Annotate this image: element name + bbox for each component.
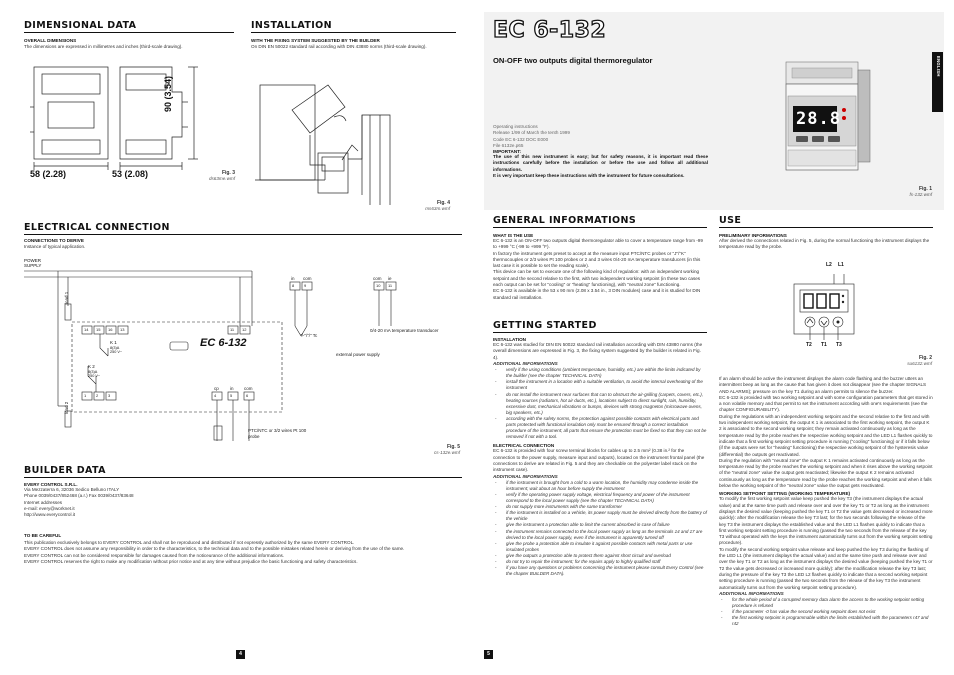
fig3-caption [180,170,235,181]
general-p1: EC 6-132 is an ON-OFF two outputs digital thermoregulator able to cover a temperature range from -99 to +999 °C (-99 to +999 °F). [493,238,703,250]
getting-started-block [493,337,707,577]
fig4-file: ms63m.wmf [425,206,450,211]
bullet-item: - give the outputs a protection able to protect them against short circuit and overload [493,553,707,559]
bullet-item: - verify if the using conditions (ambient temperature, humidity, etc.) are within the limits indicated by the builder (see the chapter TECHNICAL DATA) [493,367,707,379]
in2-label: in [230,386,234,391]
terminal-15: 15 [96,327,101,332]
bullet-item: - give the instrument a protection able to limit the current absorbed in case of failure [493,522,707,528]
use-bullets [719,597,933,627]
fig5-label: Fig. 5 [446,444,460,450]
bullet-item: - if the parameter -0 has value the second working setpoint does not exist [719,609,933,615]
terminal-12: 12 [242,327,247,332]
product-title: EC 6-132 [493,18,607,43]
page-number-left: 4 [236,650,245,659]
com2-label: com [373,276,382,281]
fig5-caption [405,444,460,455]
gs-add-info2: ADDITIONAL INFORMATIONS [493,473,558,479]
careful-p2: EVERY CONTROL does not assume any responsibility in order to the characteristics, to the technical data and to the possible mistakes related herein or deriving from the use of the same. [24,546,405,552]
bullet-item: - according with the safety norms, the protection against possible contacts with electrical parts and parts protected with functional insulation only must be ensured through a correct installation procedure of the instrument; all parts that ensure the protection must be fixed so that they can not be removed if not with a tool. [493,416,707,440]
terminal-6: 6 [246,393,249,398]
electrical-sub: CONNECTIONS TO DERIVE [24,238,84,243]
careful-p1: This publication exclusively belongs to EVERY CONTROL and shall not be reproduced and distributed if not expressly authorized by the same EVERY CONTROL. [24,540,355,545]
fig1-caption [880,186,932,197]
bullet-item: - give the probe a protection able to insulate it against possible contacts with metal parts or use insulated probes [493,541,707,553]
info-block [493,124,708,179]
gs-bullets2 [493,480,707,578]
info-important: IMPORTANT: [493,149,521,155]
dim-width-53: 53 (2.08) [112,169,149,179]
dimensional-drawing [22,52,242,187]
use-prelim [719,233,933,251]
terminal-9: 9 [304,283,307,288]
probe-label: PTC/NTC or 3/2 wires Pt 100 probe [248,428,307,439]
fig1-file: fs-132.wmf [909,192,932,197]
terminal-2: 2 [96,393,99,398]
terminal-16: 16 [108,327,113,332]
installation-text: On DIN EN 50022 standard rail according with DIN 43880 norms (third-scale drawing). [251,44,427,49]
sensor-label: "/-"/"/" Tc [300,333,318,338]
use-ws-sub: WORKING SETPOINT SETTING (WORKING TEMPERATURE) [719,491,851,497]
builder-block [24,482,324,518]
ie-label: ie [388,276,392,281]
terminal-14: 14 [84,327,89,332]
wiring-diagram [22,256,462,456]
load1-label: load 1 [64,291,69,304]
installation-heading: INSTALLATION [251,20,456,33]
bullet-item: - do not try to repair the instrument; for the repairs apply to highly qualified staff [493,559,707,565]
use-p5: During the regulation with "neutral zone" the output K 1 remains activated continuously as long as the temperature read by the probe reaches the working setpoint and when it rises above the working setpoint of the "neutral zone" value the output gets reactivated; likewise the output K 2 remains activated continuously as long as the temperature read by the probe reaches the working setpoint and when it falls below the working setpoint of the "neutral zone" value the output gets reactivated. [719,457,933,489]
use-p3: EC 6-132 is provided with two working setpoint and with some configuration parameters that get stored in a non volatile memory and that permit to set the instrument according with one's requirements (see the chapter CONFIGURABILITY). [719,394,933,413]
bullet-item: - the first working setpoint is programmable within the limits established with the parameters r47 and r42 [719,615,933,627]
bullet-item: - if the instrument is brought from a cold to a warm location, the humidity may condense inside the instrument; wait about an hour before supply the instrument [493,480,707,492]
builder-company: EVERY CONTROL S.R.L. [24,482,78,487]
terminal-11: 11 [230,327,235,332]
fig3-file: ds63me.wmf [208,176,235,181]
fig4-caption [395,200,450,211]
use-p1: After derived the connections related in Fig. 5, during the normal functioning the instrument displays the temperature read by the probe. [719,238,930,250]
terminal-10: 10 [376,283,381,288]
bullet-item: - do not install the instrument near surfaces that can to obstruct the air-grilling (carpets, covers, etc.), heating sources (radiators, hot air ducts, etc.), locations subject to direct sunlight, rain, humidity, excessive dust, mechanical vibrations or bumps, devices with strong magnetos (microwave ovens, big speakers, etc.) [493,392,707,416]
builder-web[interactable]: http://www.everycontrol.it [24,512,76,518]
load2-label: load 2 [64,401,69,414]
builder-email[interactable]: e-mail: every@worknet.it [24,505,75,511]
electrical-text: Instance of typical application. [24,244,86,249]
fig2-file: su6132.wmf [907,361,932,366]
general-p2: In factory the instrument gets preset to accept at the measure input PTC/NTC probes or "J"/"K" thermocouples or 2/3 wires Pt 100 probes or 2 and 3 wires 0/4-20 mA temperature transducers (in this last case it is possible to set the reading scale). [493,250,701,269]
fig1-label: Fig. 1 [918,186,932,192]
bullet-item: - if you have any questions or problems concerning the instrument please consult Every Control (see the chapter BUILDER DATA). [493,565,707,577]
info-l1: Operating instructions [493,124,538,129]
dim-height-90: 90 (3.54) [163,75,173,112]
use-add-info: ADDITIONAL INFORMATIONS [719,590,784,596]
device-name: EC 6-132 [200,337,247,349]
general-block [493,233,707,301]
terminal-11b: 11 [388,283,393,288]
info-l2: Release 1/99 of March the tenth 1999 [493,130,570,136]
terminal-8: 8 [292,283,295,288]
dimensional-sub: OVERALL DIMENSIONS [24,38,77,43]
terminal-3: 3 [108,393,111,398]
use-sub: PRELIMINARY INFORMATIONS [719,233,787,238]
installation-drawing [250,55,450,205]
builder-heading: BUILDER DATA [24,465,462,478]
bullet-item: - if the instrument is installed on a vehicle, its power supply must be derived directly from the battery of the vehicle [493,510,707,522]
builder-address: Via Mezzaterra 6, 32036 Sedico Belluno ITALY [24,487,120,492]
info-b2: It is very important keep these instructions with the instrument for future consultations. [493,173,685,179]
in-label: in [291,276,295,281]
com-label: com [303,276,312,281]
key-t2-label: T2 [806,342,812,348]
k1-label: K 1 [110,340,117,345]
bullet-item: - install the instrument in a location with a suitable ventilation, to avoid the internal overheating of the instrument [493,379,707,391]
gs-sub: INSTALLATION [493,337,527,342]
builder-internet: Internet addresses [24,499,63,505]
gs-elec-sub: ELECTRICAL CONNECTION [493,443,555,449]
ext-supply-label: external power supply [336,352,380,357]
electrical-heading: ELECTRICAL CONNECTION [24,222,462,235]
fig3-label: Fig. 3 [221,170,235,176]
gs-p1: EC 6-132 was studied for DIN EN 50022 standard rail installation according with DIN 43880 norms (the overall dimensions are expressed in Fig. 3, the fixing system suggested by the builder is related in Fig. 4). [493,342,703,360]
info-l4: File 6132e.p65 [493,142,524,148]
installation-sub: WITH THE FIXING SYSTEM SUGGESTED BY THE BUILDER [251,38,380,43]
use-ws-p2: To modify the second working setpoint value release and keep pushed the key T3 during the flashing of the LED L1 (the instrument displays the actual value) and at the same time push and release over and over the key T1 or T2 as long as the instrument displays the desired value (keeping pushed the key T1 or T2 the value gets decreased or increased more quickly): after the modification release the key T3 last; during the pressure of the key T3 the LED L2 flashes quickly to indicate that a second working setpoint setting procedure is running (passed the two seconds from the release of the key T3 the instrument automatically turns out from the working setpoint setting procedure). [719,546,933,590]
k2-rating: 8(3)A 250 V~ [88,370,101,379]
builder-phone: Phone 0039/0437/852468 (a.r.) Fax 0039/0437/83648 [24,493,134,499]
dimensional-text: The dimensions are expressed in millimetres and inches (third-scale drawing). [24,44,183,49]
bullet-item: - for the whole period of a corrupted memory data alarm the access to the working setpoint setting procedure is refused [719,597,933,609]
fig2-label: Fig. 2 [918,355,932,361]
fig4-label: Fig. 4 [436,200,450,206]
general-heading: GENERAL INFORMATIONS [493,215,707,228]
use-ws-p1: To modify the first working setpoint value keep pushed the key T3 (the instrument displays the actual value) and at the same time push and release over and over the key T1 or T2 as long as the instrument displays the desired value (keeping pushed the key T1 or T2 the value gets decreased or increased more quickly): after the modification release the key T3 last; for the two seconds following the release of the key T3 the instrument displays the established value and the LED L1 flashes quickly to indicate that a first working setpoint setting procedure is running (passed the two seconds from the release of the key T3 without operated with the keys the instrument automatically turns out from the working setpoint setting procedure). [719,496,933,546]
gs-elec-p: EC 6-132 is provided with four screw terminal blocks for cables up to 2.5 mm² (0.38 in.² for the connection to the power supply, measure input and outputs), located on the instrument frontal panel (the connections to derive are related in Fig. 5 and they are checkable on the polyester label stuck on the instrument case). [493,448,705,473]
getting-started-heading: GETTING STARTED [493,320,707,333]
bullet-item: - the instrument remains connected to the local power supply as long as the terminals 14 and 17 are derived to the local power supply, even if the instrument is apparently turned off [493,529,707,541]
dim-width-58: 58 (2.28) [30,169,67,179]
careful-p4: EVERY CONTROL reserves the right to make any modification without prior notice and at any time without prejudice the basic functioning and safety characteristics. [24,558,358,564]
device-display: 28.8 [796,109,841,129]
info-l3: Code EC 6-132 DOC E000 [493,136,549,142]
gs-bullets [493,367,707,440]
terminal-4: 4 [214,393,217,398]
careful-block [24,533,464,565]
com3-label: com [244,386,253,391]
k2-label: K 2 [88,364,95,369]
transducer-label: 0/4-20 mA temperature transducer [370,328,439,333]
use-heading: USE [719,215,933,228]
use-p4: During the regulations with an independent working setpoint and the second relative to the first and with two independent working setpoint, the output K 1 is associated to the first working setpoint, the output K 2 is associated to the second working setpoint; they remain activated continuously as long as the temperature read by the probe reaches the respective working setpoint and the LED L1 flashes quickly to indicate that a first working setpoint setting procedure is running ("cooling" functioning) or if it falls below (if the outputs were set for "heating" functioning) the respective working setpoint of the hysteresis value (differential) the outputs get reactivated. [719,413,933,457]
fig5-file: cs-132e.wmf [433,450,460,455]
cp-label: cp [214,386,219,391]
led-l1-label: L1 [838,262,844,268]
fig2-caption [880,355,932,366]
front-panel-diagram [790,268,880,358]
page-number-right: 5 [484,650,493,659]
power-supply-label: POWER SUPPLY [24,258,42,268]
dimensional-heading: DIMENSIONAL DATA [24,20,234,33]
general-sub: WHAT IS THE USE [493,233,534,238]
k1-rating: 8(3)A 250 V~ [110,346,123,355]
terminal-1: 1 [84,393,87,398]
general-p4: EC 6-132 is available in the 53 x 90 mm (2.08 x 3.54 in., 3 DIN modules) case and it is studied for DIN standard rail installation. [493,288,701,300]
general-p3: This device can be set to execute one of the following kind of regulation: with an independent working setpoint and the second relative to the first, with two independent working setpoint (in these two cases each output can be set for "cooling" or "heating" functioning), with "neutral zone" functioning. [493,269,701,288]
key-t3-label: T3 [836,342,842,348]
language-tab-label: ENGLISH [936,56,941,77]
led-l2-label: L2 [826,262,832,268]
careful-sub: TO BE CAREFUL [24,533,62,538]
info-b1: The use of this new instrument is easy; but for safety reasons, it is important read these instructions carefully before the installation or before the use and follow all additional informations. [493,154,708,172]
bullet-item: - do not supply more instruments with the same transformer [493,504,707,510]
language-tab [932,52,943,112]
gs-add-info: ADDITIONAL INFORMATIONS [493,360,558,366]
use-block [719,376,933,628]
careful-p3: EVERY CONTROL can not be considered responsible for damages caused from the noticeurance of the additional informations. [24,552,285,558]
terminal-5: 5 [230,393,233,398]
use-p2: If an alarm should be active the instrument displays the alarm code flashing and the buzzer utters an intermittent beep as long as the cause that has given it does not disappear (see the chapter SIGNALS AND ALARMS); pressure on the key T1 during an alarm permits to silence the buzzer. [719,376,927,394]
terminal-13: 13 [120,327,125,332]
key-t1-label: T1 [821,342,827,348]
product-subtitle: ON-OFF two outputs digital thermoregulator [493,56,653,65]
bullet-item: - verify if the operating power supply voltage, electrical frequency and power of the instrument correspond to the local power supply (see the chapter TECHNICAL DATA) [493,492,707,504]
